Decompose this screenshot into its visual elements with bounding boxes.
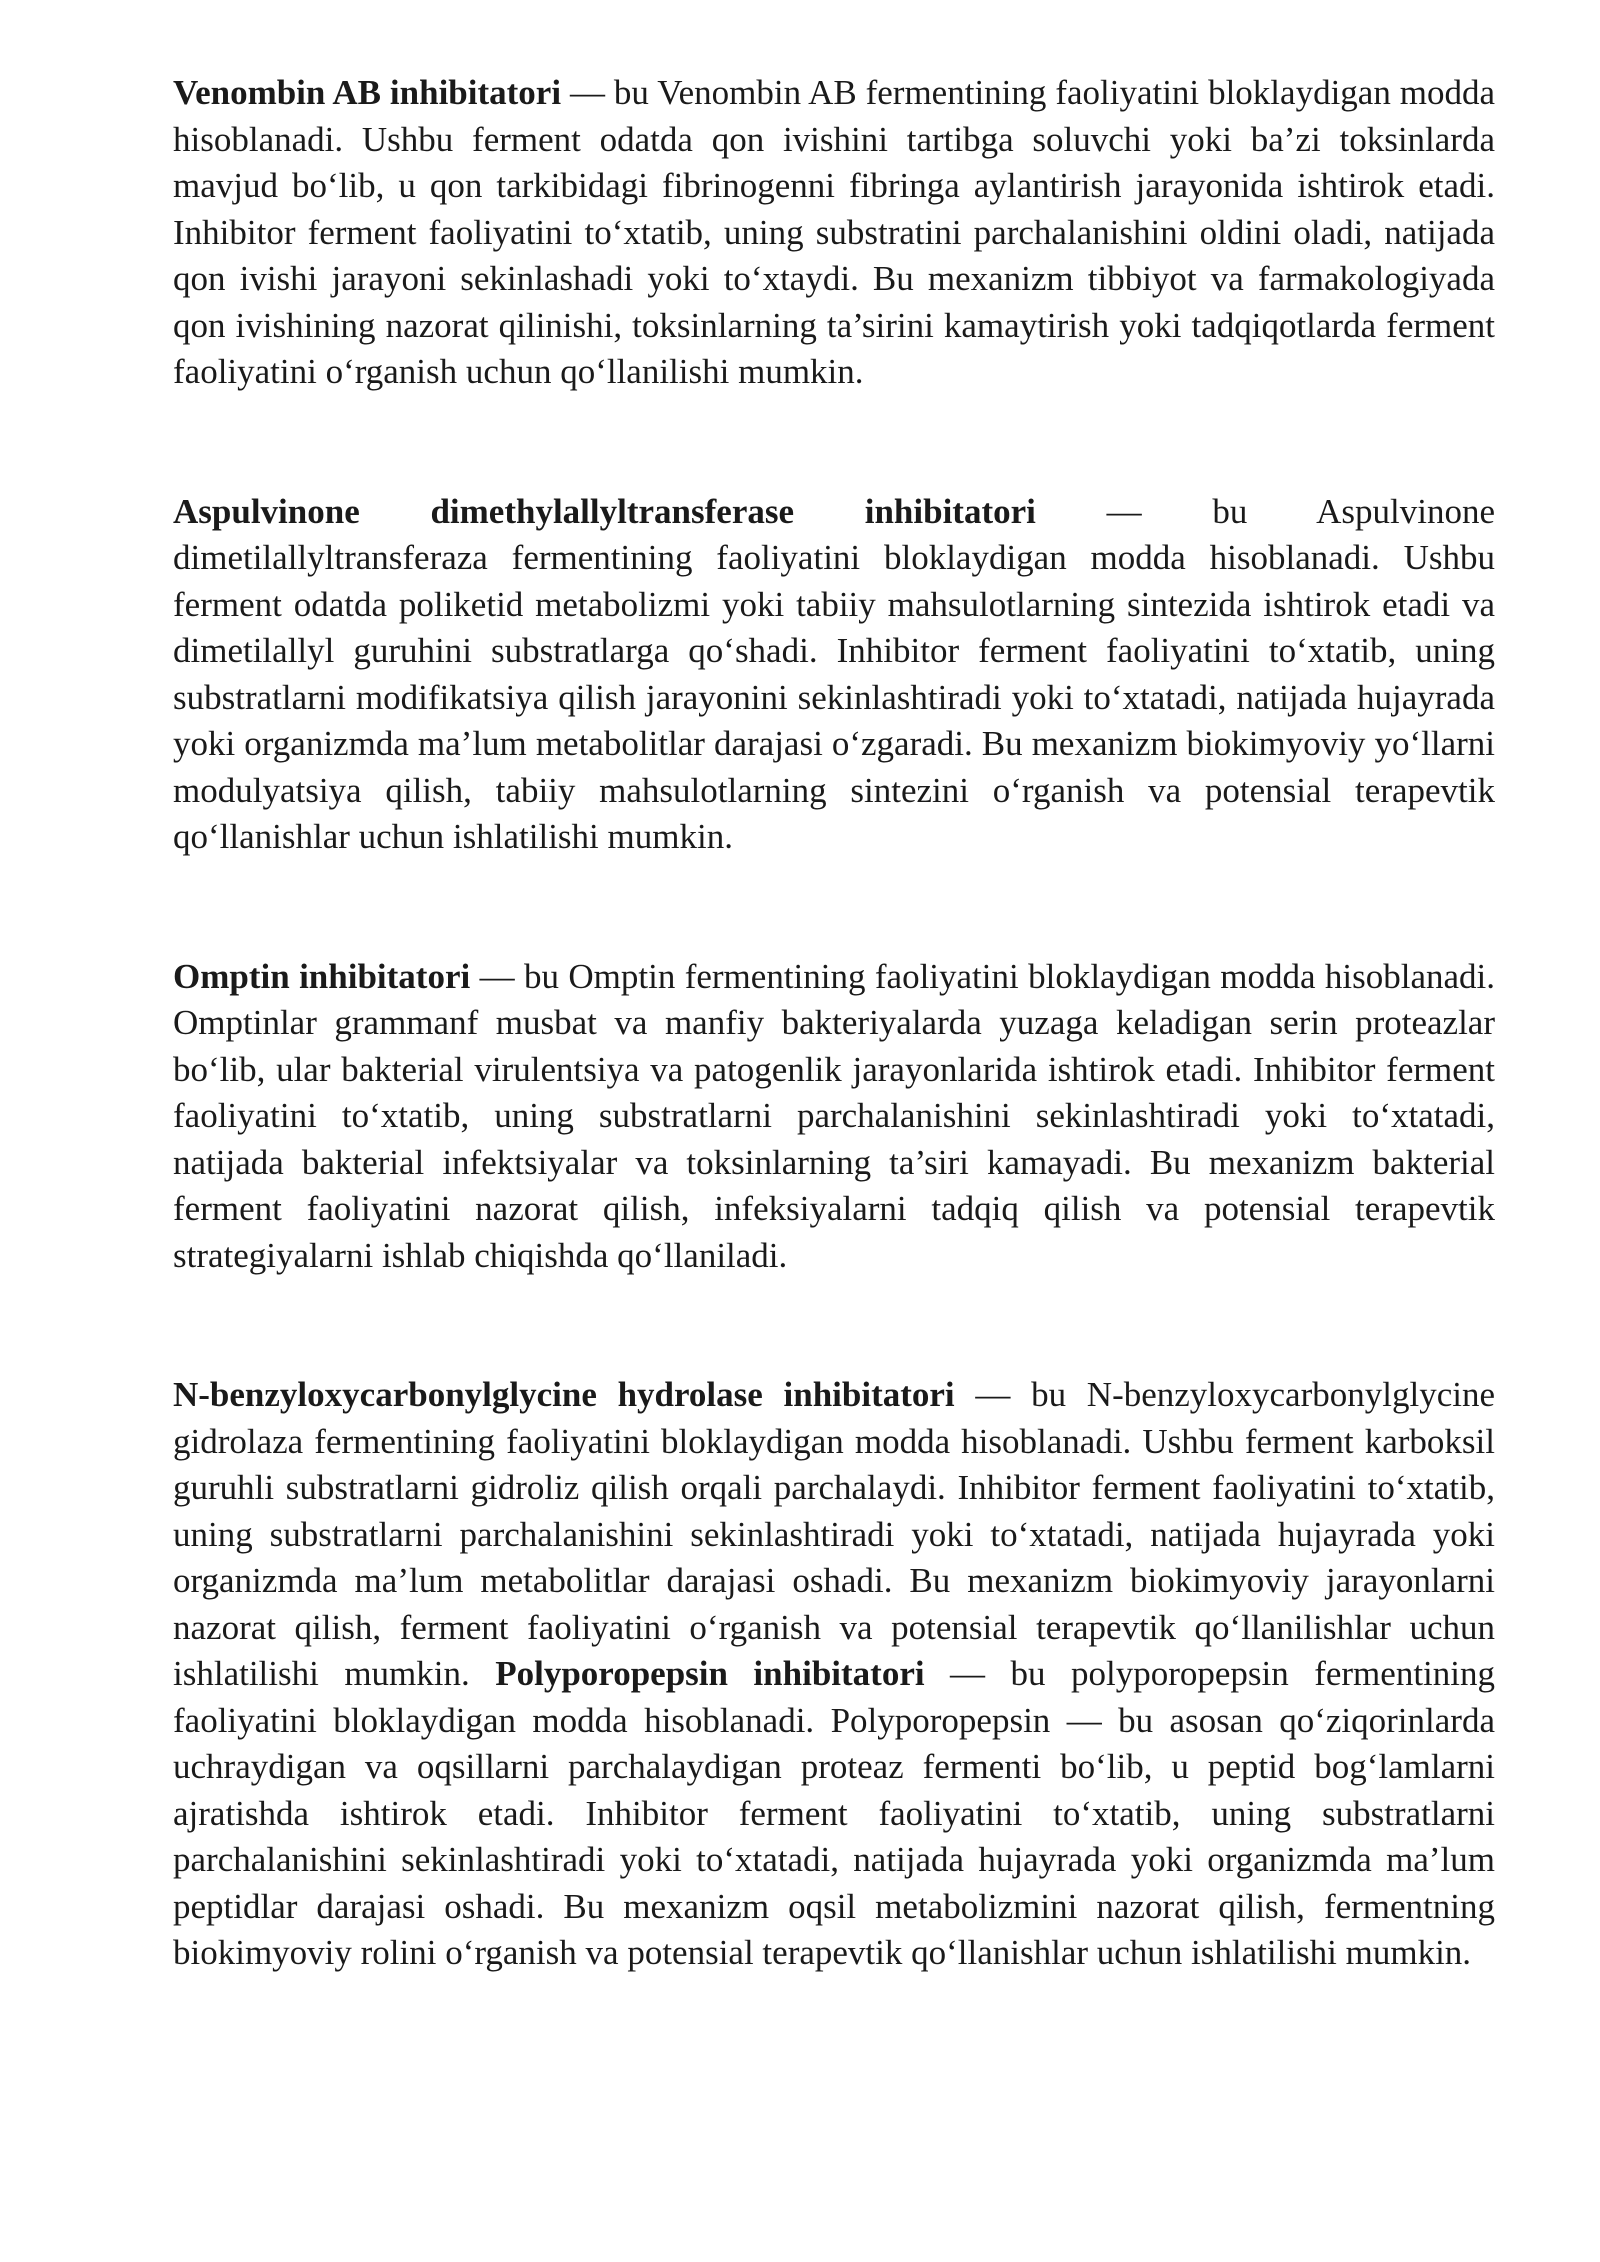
entry-body-polyporopepsin: — bu polyporopepsin fermentining faoliyatini bloklaydigan modda hisoblanadi. Polyporopepsin — bu asosan qo‘ziqorinlarda uchraydigan va oqsillarni parchalaydigan proteaz fermenti bo‘lib, u peptid bog‘lamlarni ajratishda ishtirok etadi. Inhibitor ferment faoliyatini to‘xtatib, uning substratlarni parchalanishini sekinlashtiradi yoki to‘xtatadi, natijada hujayrada yoki organizmda ma’lum peptidlar darajasi oshadi. Bu mexanizm oqsil metabolizmini nazorat qilish, fermentning biokimyoviy rolini o‘rganish va potensial terapevtik qo‘llanishlar uchun ishlatilishi mumkin. xyxy=(173,1654,1495,1972)
entry-term: Venombin AB inhibitatori xyxy=(173,73,562,112)
entry-body: — bu N-benzyloxycarbonylglycine gidrolaza fermentining faoliyatini bloklaydigan modda hisoblanadi. Ushbu ferment karboksil guruhli substratlarni gidroliz qilish orqali parchalaydi. Inhibitor ferment faoliyatini to‘xtatib, uning substratlarni parchalanishini sekinlashtiradi yoki to‘xtatadi, natijada hujayrada yoki organizmda ma’lum metabolitlar darajasi oshadi. Bu mexanizm biokimyoviy jarayonlarni nazorat qilish, ferment faoliyatini o‘rganish va potensial terapevtik qo‘llanilishlar uchun ishlatilishi mumkin. xyxy=(173,1375,1495,1693)
document-page xyxy=(173,70,1495,1977)
entry-body: — bu Aspulvinone dimetilallyltransferaza fermentining faoliyatini bloklaydigan modda hisoblanadi. Ushbu ferment odatda poliketid metabolizmi yoki tabiiy mahsulotlarning sintezida ishtirok etadi va dimetilallyl guruhini substratlarga qo‘shadi. Inhibitor ferment faoliyatini to‘xtatib, uning substratlarni modifikatsiya qilish jarayonini sekinlashtiradi yoki to‘xtatadi, natijada hujayrada yoki organizmda ma’lum metabolitlar darajasi o‘zgaradi. Bu mexanizm biokimyoviy yo‘llarni modulyatsiya qilish, tabiiy mahsulotlarning sintezini o‘rganish va potensial terapevtik qo‘llanishlar uchun ishlatilishi mumkin. xyxy=(173,491,1495,856)
entry-venombin-ab xyxy=(173,70,1495,396)
entry-n-benzyloxycarbonylglycine-hydrolase xyxy=(173,1372,1495,1977)
entry-aspulvinone-dimethylallyltransferase xyxy=(173,489,1495,861)
entry-term: N-benzyloxycarbonylglycine hydrolase inhibitatori xyxy=(173,1375,955,1414)
entry-body: — bu Omptin fermentining faoliyatini bloklaydigan modda hisoblanadi. Omptinlar grammanf musbat va manfiy bakteriyalarda yuzaga keladigan serin proteazlar bo‘lib, ular bakterial virulentsiya va patogenlik jarayonlarida ishtirok etadi. Inhibitor ferment faoliyatini to‘xtatib, uning substratlarni parchalanishini sekinlashtiradi yoki to‘xtatadi, natijada bakterial infektsiyalar va toksinlarning ta’siri kamayadi. Bu mexanizm bakterial ferment faoliyatini nazorat qilish, infeksiyalarni tadqiq qilish va potensial terapevtik strategiyalarni ishlab chiqishda qo‘llaniladi. xyxy=(173,956,1495,1275)
entry-body: — bu Venombin AB fermentining faoliyatini bloklaydigan modda hisoblanadi. Ushbu ferment odatda qon ivishini tartibga soluvchi yoki ba’zi toksinlarda mavjud bo‘lib, u qon tarkibidagi fibrinogenni fibringa aylantirish jarayonida ishtirok etadi. Inhibitor ferment faoliyatini to‘xtatib, uning substratini parchalanishini oldini oladi, natijada qon ivishi jarayoni sekinlashadi yoki to‘xtaydi. Bu mexanizm tibbiyot va farmakologiyada qon ivishining nazorat qilinishi, toksinlarning ta’sirini kamaytirish yoki tadqiqotlarda ferment faoliyatini o‘rganish uchun qo‘llanilishi mumkin. xyxy=(173,73,1496,391)
entry-term: Omptin inhibitatori xyxy=(173,956,471,996)
entry-omptin xyxy=(173,954,1495,1280)
entry-term-polyporopepsin: Polyporopepsin inhibitatori xyxy=(495,1654,925,1693)
entry-term: Aspulvinone dimethylallyltransferase inhibitatori xyxy=(173,491,1036,531)
